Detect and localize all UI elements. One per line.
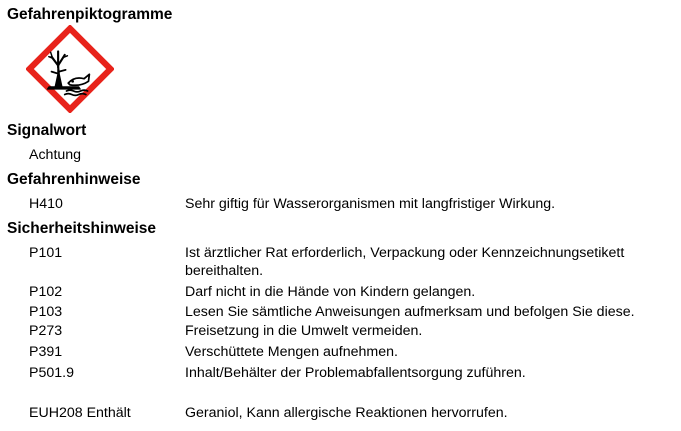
precaution-text: Freisetzung in die Umwelt vermeiden.: [185, 323, 423, 339]
precaution-text: Darf nicht in die Hände von Kindern gelangen.: [185, 284, 476, 300]
precaution-code: P102: [29, 284, 63, 300]
precaution-text: Verschüttete Mengen aufnehmen.: [185, 344, 398, 360]
signalwort-heading: Signalwort: [7, 122, 87, 139]
signal-word: Achtung: [29, 147, 82, 163]
hazard-code: H410: [29, 196, 63, 212]
ghs09-environment-pictogram-icon: [26, 25, 114, 113]
hazard-text: Sehr giftig für Wasserorganismen mit langfristiger Wirkung.: [185, 196, 556, 212]
precaution-text-line: Ist ärztlicher Rat erforderlich, Verpackung oder Kennzeichnungsetikett: [185, 245, 625, 261]
precaution-code: P501.9: [29, 365, 74, 381]
precaution-text-line: bereithalten.: [185, 263, 264, 279]
precaution-code: P103: [29, 304, 63, 320]
precaution-code: P391: [29, 344, 63, 360]
precaution-code: P273: [29, 323, 63, 339]
precaution-text: Inhalt/Behälter der Problemabfallentsorgung zuführen.: [185, 365, 526, 381]
precaution-text: Lesen Sie sämtliche Anweisungen aufmerksam und befolgen Sie diese.: [185, 304, 635, 320]
pictograms-heading: Gefahrenpiktogramme: [7, 6, 173, 23]
hazard-statements-heading: Gefahrenhinweise: [7, 171, 141, 188]
supplemental-code: EUH208 Enthält: [29, 405, 131, 421]
precautionary-statements-heading: Sicherheitshinweise: [7, 220, 157, 237]
supplemental-text: Geraniol, Kann allergische Reaktionen hervorrufen.: [185, 405, 508, 421]
precaution-code: P101: [29, 245, 63, 261]
